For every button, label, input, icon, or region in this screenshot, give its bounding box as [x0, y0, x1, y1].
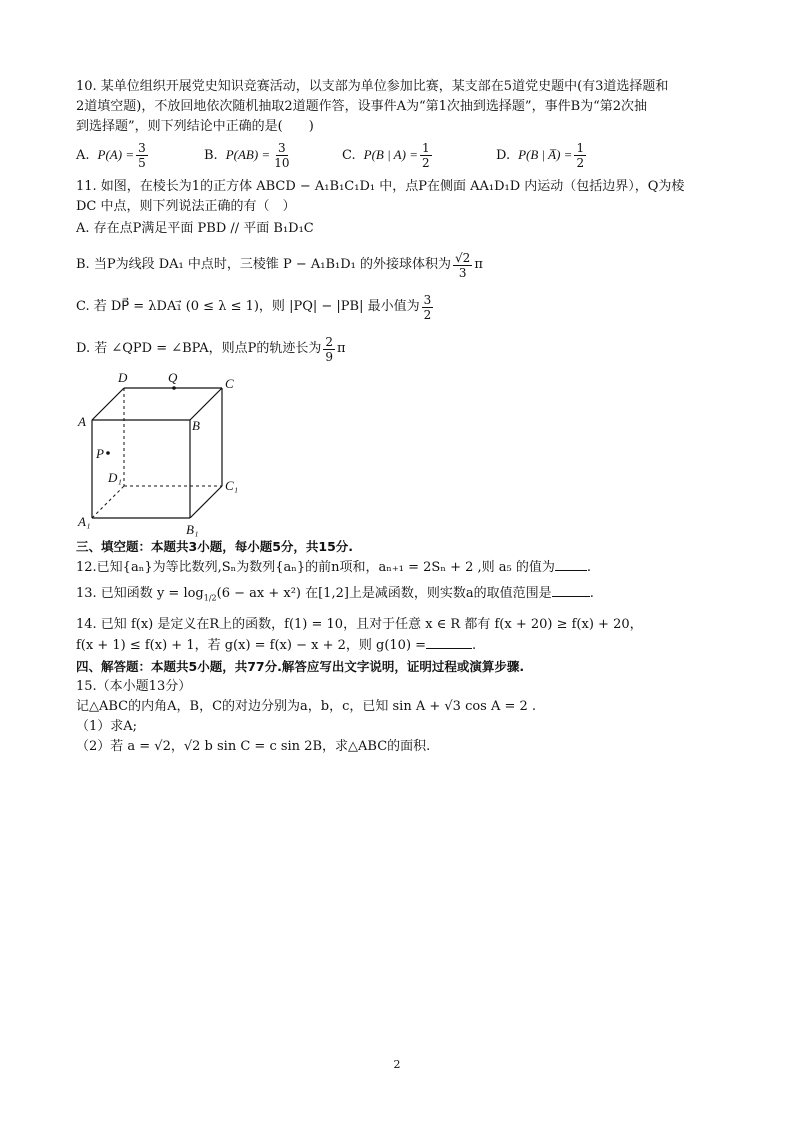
- option-fraction: [136, 141, 148, 170]
- log-base: 1/2: [203, 593, 217, 603]
- fraction-denominator: 2: [576, 155, 585, 170]
- fraction-numerator: 3: [423, 292, 432, 307]
- q14-line-1: 14. 已知 f(x) 是定义在R上的函数，f(1) = 10，且对于任意 x ∈ R 都有 f(x + 20) ≥ f(x) + 20，: [76, 617, 643, 632]
- fraction-numerator: 1: [421, 140, 430, 155]
- point-q: [172, 386, 176, 390]
- label-a1: A₁: [78, 514, 91, 529]
- fraction-denominator: 3: [458, 265, 467, 280]
- label-c1: C₁: [225, 478, 239, 493]
- q10-option-a: [76, 138, 150, 172]
- fraction-denominator: 2: [421, 155, 430, 170]
- q11-line-1: 11. 如图，在棱长为1的正方体 ABCD − A₁B₁C₁D₁ 中，点P在侧面 AA₁D₁D 内运动（包括边界），Q为棱: [76, 179, 685, 194]
- q15-part-1: （1）求A;: [76, 719, 138, 734]
- q10-option-c: [342, 138, 434, 172]
- label-q: Q: [168, 370, 178, 385]
- label-d: D: [118, 370, 128, 385]
- q11-option-d: [76, 332, 346, 366]
- fraction-denominator: 2: [423, 307, 432, 322]
- fraction-numerator: √2: [455, 250, 471, 265]
- option-fraction: [574, 141, 586, 170]
- option-text: C. 若 DP⃗ = λDA₁⃗ (0 ≤ λ ≤ 1)，则 |PQ| − |PB| 最小值为: [76, 299, 420, 314]
- q13: [76, 584, 594, 608]
- pi-symbol: π: [474, 257, 483, 272]
- option-expr: P(B | A̅) =: [518, 147, 573, 162]
- option-text: B. 当P为线段 DA₁ 中点时，三棱锥 P − A₁B₁D₁ 的外接球体积为: [76, 257, 452, 272]
- q10-option-d: [496, 138, 588, 172]
- fraction-numerator: 3: [278, 140, 286, 155]
- option-expr: P(B | A) =: [363, 147, 418, 162]
- option-label: A.: [76, 147, 90, 163]
- q15-title: 15.（本小题13分）: [76, 679, 192, 694]
- q10-option-b: [204, 138, 293, 172]
- option-label: B.: [204, 147, 218, 163]
- label-b: B: [192, 418, 200, 433]
- cube-figure: [70, 368, 250, 540]
- option-label: D.: [496, 147, 511, 163]
- q14-text: f(x + 1) ≤ f(x) + 1，若 g(x) = f(x) − x + 2，则 g(10) =: [76, 638, 427, 653]
- edge-b-c: [190, 388, 222, 420]
- option-text: D. 若 ∠QPD = ∠BPA，则点P的轨迹长为: [76, 341, 322, 356]
- q10-line-2: 2道填空题)，不放回地依次随机抽取2道题作答，设事件A为“第1次抽到选择题”，事件B为“第2次抽: [76, 99, 648, 114]
- q11-line-2: DC 中点，则下列说法正确的有（ ）: [76, 199, 296, 214]
- fraction-denominator: 9: [325, 349, 334, 364]
- q11-option-b: [76, 248, 483, 282]
- option-fraction: [272, 141, 291, 170]
- fraction-numerator: 2: [325, 334, 334, 349]
- point-p: [106, 451, 110, 455]
- option-fraction: [453, 251, 472, 280]
- q11-option-a: A. 存在点P满足平面 PBD // 平面 B₁D₁C: [76, 221, 314, 236]
- fraction-numerator: 3: [138, 140, 146, 155]
- pi-symbol: π: [337, 341, 346, 356]
- fraction-denominator: 10: [274, 155, 290, 170]
- edge-b1-c1: [190, 486, 222, 518]
- fraction-numerator: 1: [576, 140, 585, 155]
- option-label: C.: [342, 147, 356, 163]
- q12-text: 12.已知{aₙ}为等比数列,Sₙ为数列{aₙ}的前n项和，aₙ₊₁ = 2Sₙ + 2 ,则 a₅ 的值为: [76, 560, 555, 575]
- label-p: P: [96, 446, 104, 461]
- q11-option-c: [76, 290, 435, 324]
- q15-part-2: （2）若 a = √2，√2 b sin C = c sin 2B，求△ABC的面积.: [76, 739, 431, 754]
- section-3-heading: 三、填空题：本题共3小题，每小题5分，共15分.: [76, 539, 354, 554]
- option-fraction: [422, 293, 434, 322]
- q12-end: .: [586, 560, 592, 575]
- q10-options: [76, 138, 716, 172]
- option-fraction: [420, 141, 432, 170]
- label-b1: B₁: [186, 522, 199, 537]
- q12: [76, 558, 591, 577]
- q14-end: .: [472, 638, 477, 653]
- q13-text: 13. 已知函数 y = log: [76, 586, 204, 601]
- label-d1: D₁: [108, 470, 122, 485]
- q13-end: .: [589, 586, 594, 601]
- option-expr: P(A) =: [97, 147, 135, 162]
- option-fraction: [323, 335, 335, 364]
- fraction-denominator: 5: [138, 155, 146, 170]
- edge-a-d: [92, 388, 124, 420]
- option-expr: P(AB) =: [225, 147, 271, 162]
- answer-blank: [426, 636, 472, 649]
- q10-line-1: 10. 某单位组织开展党史知识竞赛活动，以支部为单位参加比赛，某支部在5道党史题中(有3道选择题和: [76, 79, 669, 94]
- q10-line-3: 到选择题”，则下列结论中正确的是( ): [76, 119, 314, 134]
- hidden-edge-a1-d1: [92, 486, 124, 518]
- answer-blank: [552, 584, 590, 597]
- q13-text-rest: (6 − ax + x²) 在[1,2]上是减函数，则实数a的取值范围是: [216, 586, 552, 601]
- page-number: 2: [393, 1058, 401, 1071]
- q14-line-2: [76, 636, 476, 655]
- section-4-heading: 四、解答题：本题共5小题，共77分.解答应写出文字说明，证明过程或演算步骤.: [76, 659, 525, 674]
- q15-line-1: 记△ABC的内角A，B，C的对边分别为a，b，c，已知 sin A + √3 cos A = 2 .: [76, 699, 537, 714]
- answer-blank: [555, 558, 587, 571]
- label-a: A: [78, 414, 86, 429]
- label-c: C: [225, 376, 234, 391]
